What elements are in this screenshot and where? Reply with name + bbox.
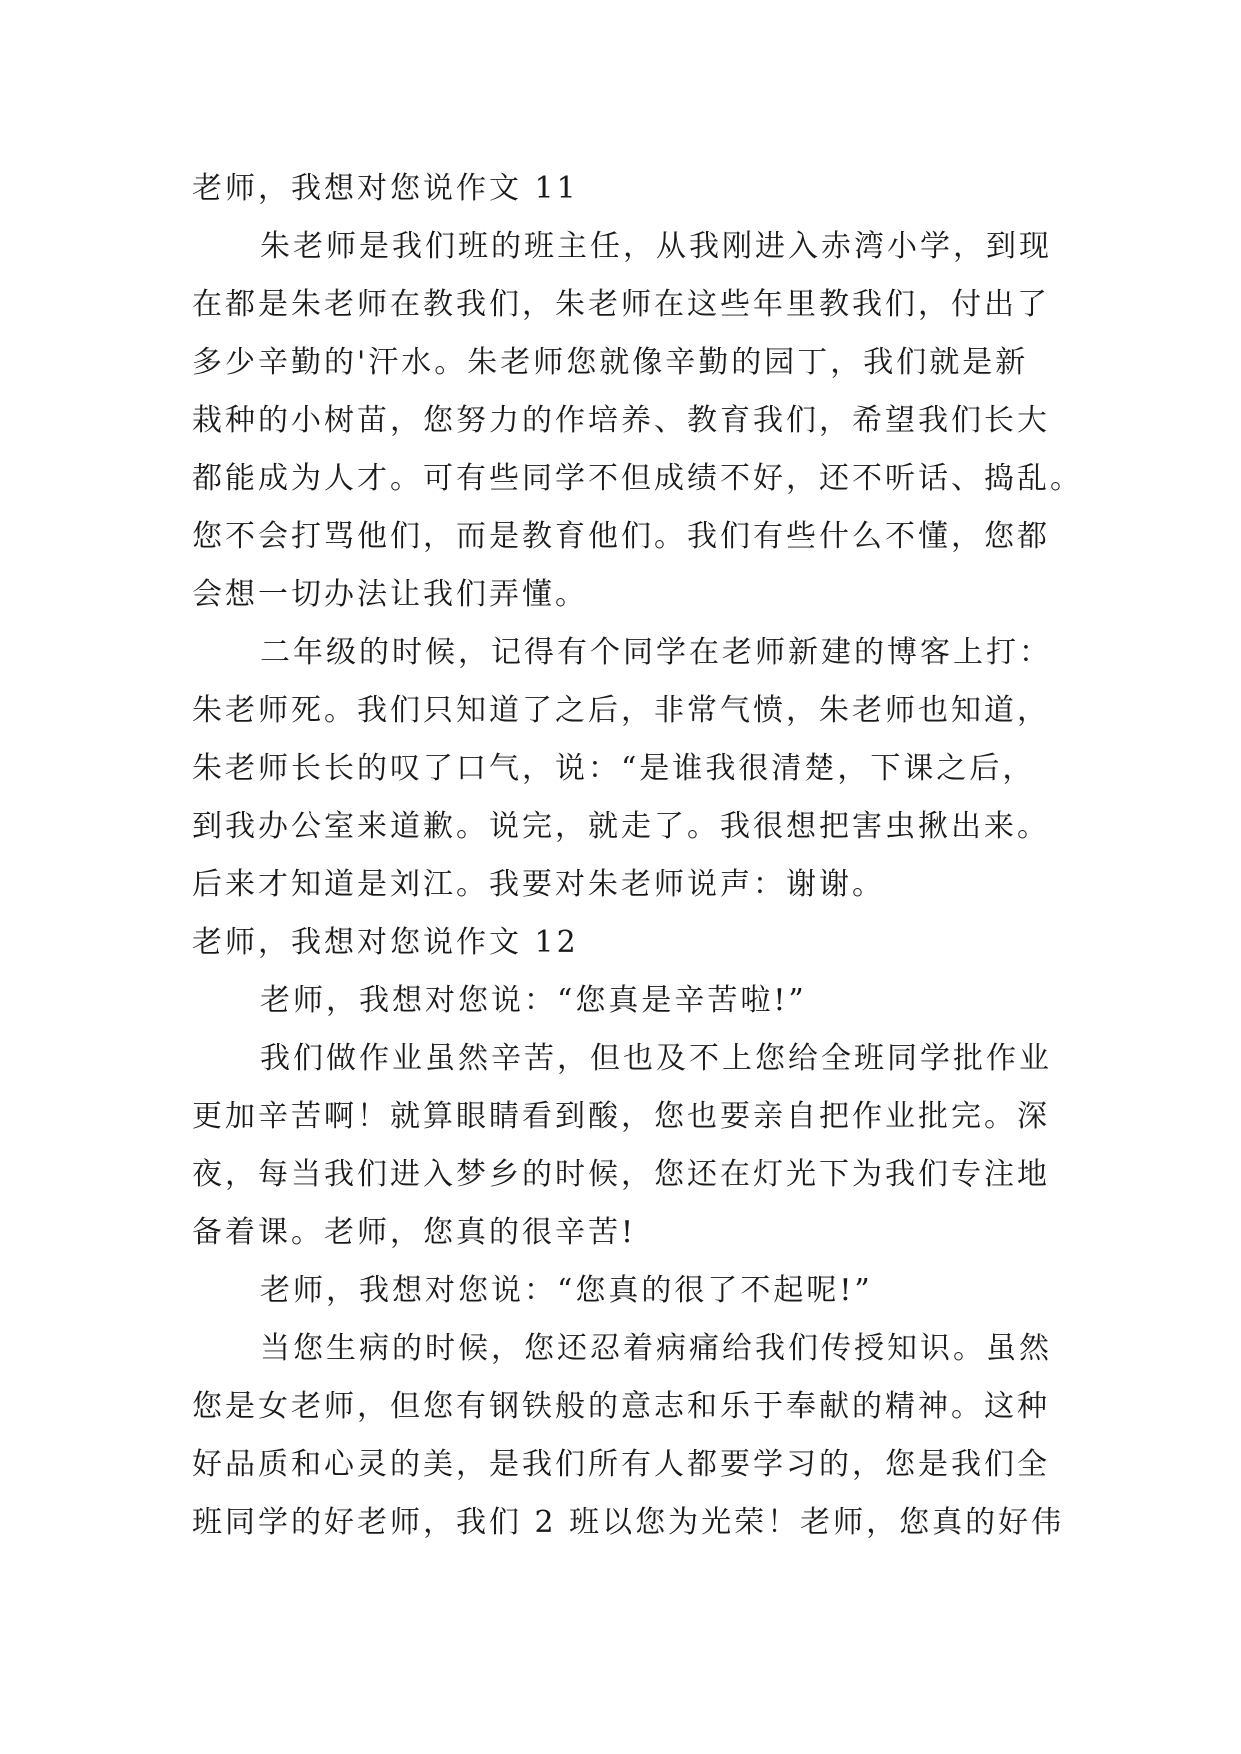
text-line: 您不会打骂他们，而是教育他们。我们有些什么不懂，您都 [192, 519, 1050, 554]
text-line: 备着课。老师，您真的很辛苦! [192, 1215, 637, 1250]
text-line: 后来才知道是刘江。我要对朱老师说声：谢谢。 [192, 867, 885, 902]
text-line: 朱老师长长的叹了口气，说：“是谁我很清楚，下课之后， [192, 751, 1036, 786]
text-line: 当您生病的时候，您还忍着病痛给我们传授知识。虽然 [260, 1331, 1052, 1366]
section-heading-11: 老师，我想对您说作文 11 [192, 171, 579, 206]
text-line: 都能成为人才。可有些同学不但成绩不好，还不听话、捣乱。 [192, 461, 1083, 496]
paragraph [192, 1030, 1062, 1262]
text-line: 在都是朱老师在教我们，朱老师在这些年里教我们，付出了 [192, 287, 1050, 322]
paragraph [192, 1320, 1065, 1552]
text-line: 朱老师死。我们只知道了之后，非常气愤，朱老师也知道， [192, 693, 1050, 728]
text-line: 老师，我想对您说：“您真是辛苦啦!” [260, 983, 807, 1018]
text-line: 班同学的好老师，我们 2 班以您为光荣！老师，您真的好伟 [192, 1505, 1065, 1540]
paragraph [192, 972, 1062, 1030]
text-line: 朱老师是我们班的班主任，从我刚进入赤湾小学，到现 [260, 229, 1052, 264]
text-line: 会想一切办法让我们弄懂。 [192, 577, 588, 612]
paragraph [192, 624, 1062, 914]
document-body [192, 160, 1083, 1552]
text-line: 二年级的时候，记得有个同学在老师新建的博客上打： [260, 635, 1052, 670]
text-line: 老师，我想对您说：“您真的很了不起呢!” [260, 1273, 873, 1308]
text-line: 栽种的小树苗，您努力的作培养、教育我们，希望我们长大 [192, 403, 1050, 438]
paragraph [192, 218, 1083, 624]
text-line: 更加辛苦啊！就算眼睛看到酸，您也要亲自把作业批完。深 [192, 1099, 1050, 1134]
text-line: 好品质和心灵的美，是我们所有人都要学习的，您是我们全 [192, 1447, 1050, 1482]
text-line: 我们做作业虽然辛苦，但也及不上您给全班同学批作业 [260, 1041, 1052, 1076]
text-line: 夜，每当我们进入梦乡的时候，您还在灯光下为我们专注地 [192, 1157, 1050, 1192]
paragraph [192, 1262, 1062, 1320]
text-line: 到我办公室来道歉。说完，就走了。我很想把害虫揪出来。 [192, 809, 1050, 844]
text-line: 您是女老师，但您有钢铁般的意志和乐于奉献的精神。这种 [192, 1389, 1050, 1424]
text-line: 多少辛勤的'汗水。朱老师您就像辛勤的园丁，我们就是新 [192, 345, 1029, 380]
section-heading-12: 老师，我想对您说作文 12 [192, 925, 579, 960]
